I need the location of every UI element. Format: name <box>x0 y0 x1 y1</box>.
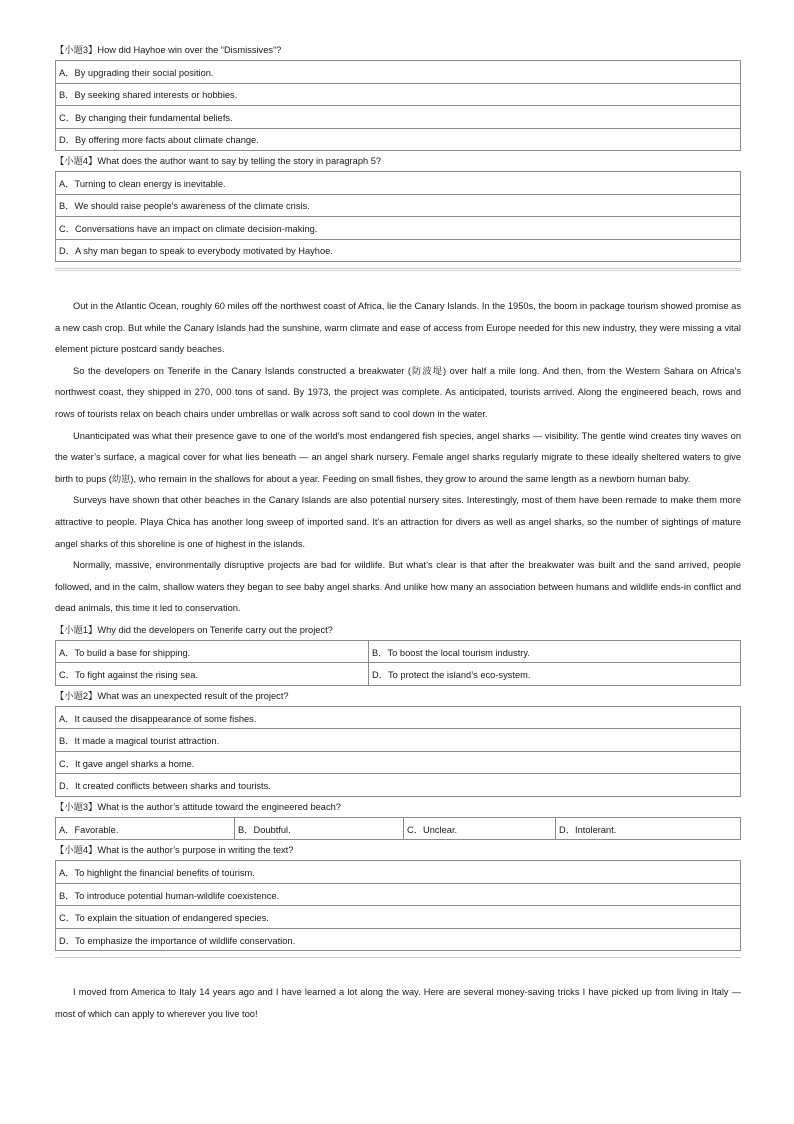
option-b[interactable]: B．We should raise people’s awareness of the climate crisis. <box>56 194 741 217</box>
passage-paragraph: So the developers on Tenerife in the Canary Islands constructed a breakwater (防波堤) over half a mile long. And then, from the Western Sahara on Africa’s northwest coast, they shipped in 270, 000 tons of sand. By 1973, the project was complete. As anticipated, tourists arrived. Along the engineered beach, rows and rows of tourists relax on beach chairs under umbrellas or walk across soft sand to cool down in the water. <box>55 365 741 419</box>
option-c[interactable]: C．It gave angel sharks a home. <box>56 751 741 774</box>
option-c[interactable]: C．By changing their fundamental beliefs. <box>56 106 741 129</box>
passage-paragraph: Out in the Atlantic Ocean, roughly 60 miles off the northwest coast of Africa, lie the Canary Islands. In the 1950s, the boom in package tourism showed promise as a new cash crop. But while the Canary Islands had the sunshine, warm climate and ease of access from Europe needed for this new industry, they were missing a vital element picture postcard sandy beaches. <box>55 301 741 355</box>
passage-paragraph: Surveys have shown that other beaches in the Canary Islands are also potential nursery sites. Interestingly, most of them have been remade to make them more attractive to people. Playa Chica has another long sweep of imported sand. It’s an attraction for divers as well as angel sharks, so the number of sightings of mature angel sharks of this shoreline is one of highest in the islands. <box>55 495 741 549</box>
question-stem: 【小题1】Why did the developers on Tenerife carry out the project? <box>55 624 333 635</box>
option-d[interactable]: D．Intolerant. <box>556 817 741 840</box>
option-a[interactable]: A．To highlight the financial benefits of tourism. <box>56 861 741 884</box>
options-table <box>55 860 741 951</box>
options-table <box>55 706 741 797</box>
options-table <box>55 640 741 686</box>
passage-paragraph: I moved from America to Italy 14 years ago and I have learned a lot along the way. Here are several money-saving tricks I have picked up from living in Italy — most of which can apply to wherever you live too! <box>55 987 741 1019</box>
question-stem: 【小题4】What is the author’s purpose in writing the text? <box>55 845 294 856</box>
option-a[interactable]: A．Favorable. <box>56 817 235 840</box>
option-d[interactable]: D．To emphasize the importance of wildlife conservation. <box>56 928 741 951</box>
option-b[interactable]: B．To introduce potential human-wildlife coexistence. <box>56 883 741 906</box>
question-stem: 【小题3】How did Hayhoe win over the “Dismissives”? <box>55 45 282 55</box>
passage-paragraph: Unanticipated was what their presence gave to one of the world’s most endangered fish species, angel sharks — visibility. The gentle wind creates tiny waves on the water’s surface, a magical cover for what lies beneath — an angel shark nursery. Female angel sharks regularly migrate to these ideally sheltered waters to give birth to pups (幼崽), who remain in the shallows for about a year. Feeding on small fishes, they grow to around the same length as a newborn human baby. <box>55 430 741 484</box>
option-b[interactable]: B．It made a magical tourist attraction. <box>56 729 741 752</box>
option-c[interactable]: C．Unclear. <box>404 817 556 840</box>
options-table <box>55 817 741 841</box>
section-divider <box>55 268 741 269</box>
option-a[interactable]: A．It caused the disappearance of some fishes. <box>56 706 741 729</box>
option-d[interactable]: D．A shy man began to speak to everybody motivated by Hayhoe. <box>56 239 741 262</box>
question-stem: 【小题4】What does the author want to say by telling the story in paragraph 5? <box>55 156 382 166</box>
exam-page <box>55 40 741 1026</box>
option-a[interactable]: A．To build a base for shipping. <box>56 640 369 663</box>
question-stem: 【小题3】What is the author’s attitude toward the engineered beach? <box>55 801 341 812</box>
option-d[interactable]: D．It created conflicts between sharks and tourists. <box>56 774 741 797</box>
question-stem: 【小题2】What was an unexpected result of the project? <box>55 690 289 701</box>
options-table <box>55 171 741 262</box>
reading-passage <box>55 296 741 620</box>
option-a[interactable]: A．Turning to clean energy is inevitable. <box>56 172 741 195</box>
option-b[interactable]: B．By seeking shared interests or hobbies. <box>56 83 741 106</box>
reading-passage <box>55 982 741 1025</box>
option-a[interactable]: A．By upgrading their social position. <box>56 61 741 84</box>
option-d[interactable]: D．To protect the island’s eco-system. <box>369 663 741 686</box>
section-divider <box>55 957 741 958</box>
option-b[interactable]: B．Doubtful. <box>235 817 404 840</box>
section-divider <box>55 270 741 271</box>
options-table <box>55 60 741 151</box>
option-b[interactable]: B．To boost the local tourism industry. <box>369 640 741 663</box>
option-c[interactable]: C．To fight against the rising sea. <box>56 663 369 686</box>
option-c[interactable]: C．To explain the situation of endangered species. <box>56 906 741 929</box>
passage-paragraph: Normally, massive, environmentally disruptive projects are bad for wildlife. But what’s clear is that after the breakwater was built and the sand arrived, people followed, and in the calm, shallow waters they began to see baby angel sharks. And unlike how many an association between humans and wildlife ends-in conflict and dead animals, this time it led to conservation. <box>55 560 741 614</box>
option-d[interactable]: D．By offering more facts about climate change. <box>56 128 741 151</box>
option-c[interactable]: C．Conversations have an impact on climate decision-making. <box>56 217 741 240</box>
